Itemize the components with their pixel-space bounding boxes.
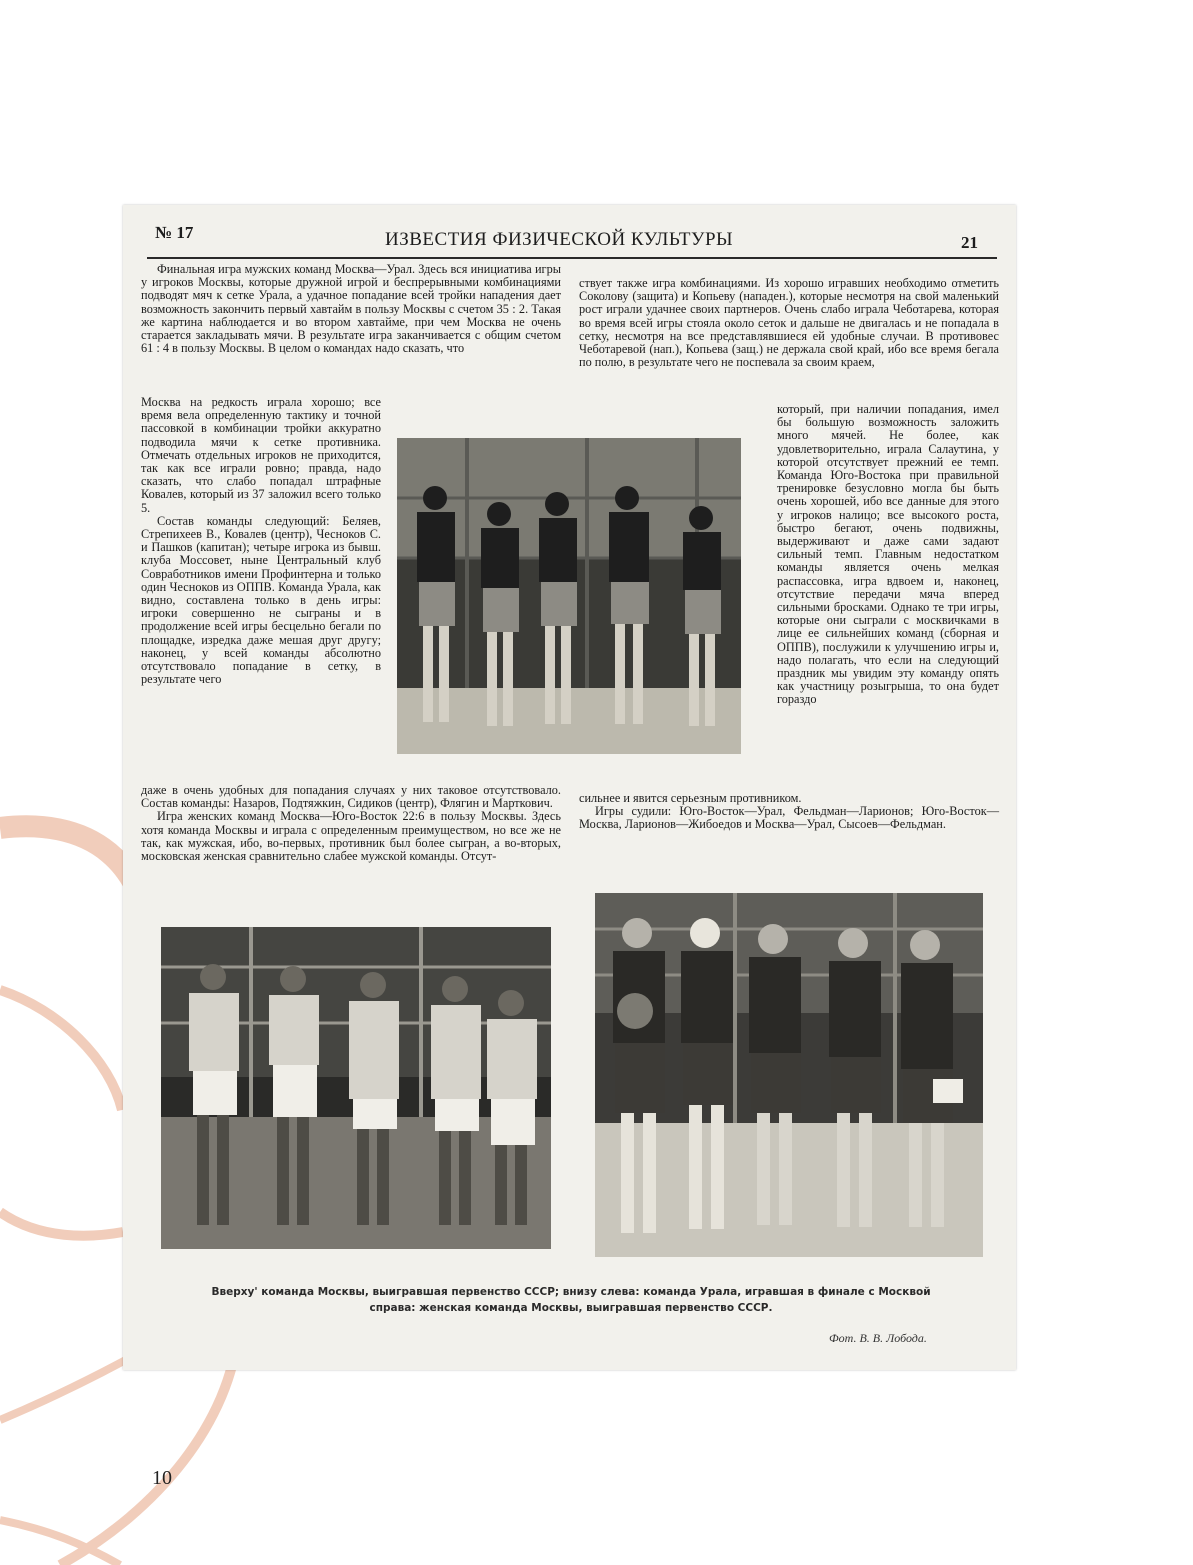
header-rule xyxy=(147,257,997,259)
article-right-narrow: который, при наличии попадания, имел бы большую возможность заложить много мячей. Не более, как удовлетворительно, играла Салаутина, у которой отсутствует прежний ее темп. Команда Юго-Востока при правильной тренировке безусловно могла бы быть очень хорошей, ибо все данные для этого у игроков налицо; все высокого роста, быстро бегают, очень подвижны, выдерживают и даже сами задают сильный темп. Главным недостатком команды является очень мелкая распассовка, игра вдвоем и, наконец, отсутствие передачи мяча вперед сильными бросками. Однако те три игры, которые они сыграли с москвичками в лице ее сильнейших команд (сборная и ОППВ), послужили к улучшению игры и, надо полагать, что если на следующий праздник мы увидим эту команду опять как участницу розыгрыша, то она будет гораздо xyxy=(777,402,999,707)
article-left-top: Финальная игра мужских команд Москва—Урал. Здесь вся инициатива игры у игроков Москвы, которые дружной игрой и беспрерывными комбинациями подводят мяч к сетке Урала, а удачное попадание всей тройки нападения дает возможность закончить первый хавтайм в пользу Москвы с счетом 35 : 2. Такая же картина наблюдается и во втором хавтайме, при чем Москва не очень старается закладывать мячи. В результате игра заканчивается с общим счетом 61 : 4 в пользу Москвы. В целом о командах надо сказать, что xyxy=(141,262,561,356)
photo-moscow-men-team xyxy=(397,438,741,754)
photo-moscow-women-team xyxy=(595,893,983,1257)
magazine-page xyxy=(123,205,1016,1370)
caption-line-2: справа: женская команда Москвы, выигравшая первенство СССР. xyxy=(369,1302,773,1314)
magazine-page-number: 21 xyxy=(961,233,978,252)
photo-caption xyxy=(131,1284,1011,1316)
issue-number: № 17 xyxy=(155,223,194,242)
caption-line-1: Вверху' команда Москвы, выигравшая первенство СССР; внизу слева: команда Урала, игравшая в финале с Москвой xyxy=(211,1286,931,1298)
book-page-number: 10 xyxy=(152,1467,172,1489)
masthead xyxy=(123,205,1016,255)
photo-credit: Фот. В. В. Лобода. xyxy=(829,1331,927,1345)
article-right-top: ствует также игра комбинациями. Из хорошо игравших необходимо отметить Соколову (защита) и Копьеву (нападен.), которые несмотря на свой маленький рост играли удачнее своих партнеров. Очень слабо играла Чеботарева, которая во время всей игры стояла около сеток и дальше не двигалась и не попадала в сетку, несмотря на все представлявшиеся ей удобные случаи. В противовес Чеботаревой (нап.), Копьева (защ.) не держала свой край, ибо все время бегала по полю, в результате чего не поспевала за своим краем, xyxy=(579,276,999,370)
article-left-bottom: даже в очень удобных для попадания случаях у них таковое отсутствовало. Состав команды: Назаров, Подтяжкин, Сидиков (центр), Флягин и Марткович. Игра женских команд Москва—Юго-Восток 22:6 в пользу Москвы. Здесь хотя команда Москвы и играла с определенным преимуществом, но все же не так, как мужская, ибо, во-первых, противник был более сыгран, а во-вторых, московская женская сравнительно слабее мужской команды. Отсут- xyxy=(141,783,561,864)
article-right-bottom: сильнее и явится серьезным противником. Игры судили: Юго-Восток—Урал, Фельдман—Ларионов; Юго-Восток—Москва, Ларионов—Жибоедов и Москва—Урал, Сысоев—Фельдман. xyxy=(579,791,999,832)
photo-ural-men-team xyxy=(161,927,551,1249)
article-left-narrow: Москва на редкость играла хорошо; все время вела определенную тактику и точной пассовкой в комбинации тройки аккуратно подводила мячи к сетке противника. Отмечать отдельных игроков не приходится, так как все играли ровно; правда, надо сказать, что слабо попадал штрафные Ковалев, который из 37 заложил всего только 5. Состав команды следующий: Беляев, Стрепихеев В., Ковалев (центр), Чесноков С. и Пашков (капитан); четыре игрока из бывш. клуба Моссовет, ныне Центральный клуб Совработников имени Профинтерна и только один Чесноков из ОППВ. Команда Урала, как видно, составлена только в день игры: игроки совершенно не сыграны и в продолжение всей игры бесцельно бегали по площадке, изредка даже мешая друг другу; наконец, у всей команды абсолютно отсутствовало попадание в сетку, в результате чего xyxy=(141,395,381,687)
magazine-title: ИЗВЕСТИЯ ФИЗИЧЕСКОЙ КУЛЬТУРЫ xyxy=(385,229,734,250)
